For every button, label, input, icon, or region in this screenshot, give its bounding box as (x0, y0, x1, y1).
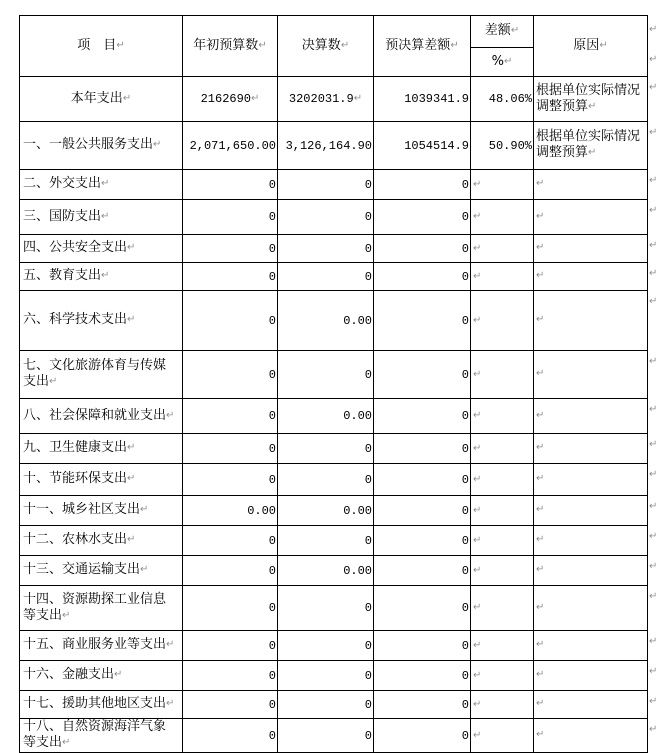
row-end-mark-slot (649, 630, 658, 660)
cell-item: 二、外交支出↵ (20, 170, 183, 200)
cell-initial-budget: 0 (183, 235, 278, 263)
paragraph-mark-icon: ↵ (116, 39, 125, 51)
table-row (20, 291, 648, 351)
row-end-mark-slot (649, 398, 658, 433)
cell-item: 十三、交通运输支出↵ (20, 556, 183, 586)
table-row (20, 496, 648, 526)
cell-difference-pct (471, 586, 534, 631)
cell-item: 十六、金融支出↵ (20, 661, 183, 691)
table-row (20, 719, 648, 753)
cell-final-accounts: 3202031.9↵ (278, 77, 374, 122)
paragraph-mark-icon: ↵ (122, 92, 132, 104)
budget-final-accounts-table (19, 15, 648, 753)
paragraph-mark-icon: ↵ (258, 39, 267, 51)
row-end-mark-slot (649, 555, 658, 585)
cell-initial-budget: 0 (183, 399, 278, 434)
cell-final-accounts: 0 (278, 631, 374, 661)
cell-initial-budget: 0 (183, 170, 278, 200)
paragraph-mark-icon: ↵ (503, 55, 513, 67)
paragraph-mark-icon: ↵ (140, 564, 149, 575)
cell-difference-pct (471, 170, 534, 200)
cell-reason (534, 263, 648, 291)
table-row (20, 556, 648, 586)
cell-initial-budget: 2,071,650.00 (183, 122, 278, 170)
cell-difference: 0 (374, 526, 471, 556)
paragraph-mark-icon: ↵ (473, 534, 482, 546)
paragraph-mark-icon: ↵ (153, 139, 162, 150)
cell-final-accounts: 0 (278, 691, 374, 719)
cell-difference: 0 (374, 351, 471, 399)
table-row (20, 691, 648, 719)
cell-final-accounts: 0.00 (278, 496, 374, 526)
cell-final-accounts: 0 (278, 661, 374, 691)
cell-initial-budget: 0 (183, 719, 278, 753)
cell-reason (534, 399, 648, 434)
row-end-mark-icon: ↵ (649, 296, 658, 307)
paragraph-mark-icon: ↵ (114, 669, 123, 680)
cell-final-accounts: 0 (278, 526, 374, 556)
paragraph-mark-icon: ↵ (101, 178, 110, 189)
row-end-mark-slot (649, 169, 658, 199)
header-initial-budget: 年初预算数↵ (183, 16, 278, 77)
row-end-mark-slot (649, 690, 658, 718)
table-row (20, 526, 648, 556)
row-end-mark-icon: ↵ (649, 127, 658, 138)
table-row (20, 122, 648, 170)
cell-final-accounts: 0.00 (278, 291, 374, 351)
row-end-mark-icon: ↵ (649, 636, 658, 647)
cell-initial-budget: 0 (183, 661, 278, 691)
cell-reason: 根据单位实际情况调整预算↵ (534, 77, 648, 122)
paragraph-mark-icon: ↵ (588, 100, 597, 112)
paragraph-mark-icon: ↵ (599, 39, 608, 51)
paragraph-mark-icon: ↵ (101, 210, 110, 222)
paragraph-mark-icon: ↵ (166, 698, 175, 709)
paragraph-mark-icon: ↵ (473, 270, 482, 282)
header-final-accounts: 决算数↵ (278, 16, 374, 77)
cell-difference: 0 (374, 691, 471, 719)
cell-difference: 1054514.9 (374, 122, 471, 170)
cell-item: 三、国防支出↵ (20, 200, 183, 235)
cell-item: 一、一般公共服务支出↵ (20, 122, 183, 170)
cell-difference-pct (471, 235, 534, 263)
paragraph-mark-icon: ↵ (49, 376, 58, 387)
row-end-mark-icon: ↵ (649, 591, 658, 602)
cell-initial-budget: 2162690↵ (183, 77, 278, 122)
cell-difference-pct (471, 200, 534, 235)
paragraph-mark-icon: ↵ (127, 534, 136, 545)
paragraph-mark-icon: ↵ (536, 698, 545, 709)
table-row (20, 200, 648, 235)
cell-final-accounts: 0 (278, 235, 374, 263)
row-end-mark-slot (649, 495, 658, 525)
cell-difference: 0 (374, 661, 471, 691)
table-row (20, 399, 648, 434)
cell-reason (534, 496, 648, 526)
paragraph-mark-icon: ↵ (473, 698, 482, 710)
paragraph-mark-icon: ↵ (473, 211, 482, 222)
cell-difference: 0 (374, 631, 471, 661)
header-budget-final-difference: 预决算差额↵ (374, 16, 471, 77)
paragraph-mark-icon: ↵ (536, 669, 545, 680)
cell-difference: 0 (374, 586, 471, 631)
paragraph-mark-icon: ↵ (536, 729, 545, 740)
cell-difference-pct (471, 291, 534, 351)
cell-difference: 0 (374, 170, 471, 200)
row-end-mark-slot (649, 718, 658, 750)
row-end-mark-icon: ↵ (649, 501, 658, 512)
cell-item: 十二、农林水支出↵ (20, 526, 183, 556)
cell-difference-pct: 50.90% (471, 122, 534, 170)
row-end-mark-icon: ↵ (649, 439, 658, 450)
cell-reason (534, 351, 648, 399)
cell-final-accounts: 0 (278, 170, 374, 200)
cell-item: 六、科学技术支出↵ (20, 291, 183, 351)
table-row (20, 77, 648, 122)
cell-item: 五、教育支出↵ (20, 263, 183, 291)
row-end-mark-icon: ↵ (649, 561, 658, 572)
cell-initial-budget: 0 (183, 464, 278, 496)
cell-difference-pct: 48.06% (471, 77, 534, 122)
paragraph-mark-icon: ↵ (127, 442, 136, 453)
table-row (20, 631, 648, 661)
row-end-mark-icon: ↵ (649, 696, 658, 707)
paragraph-mark-icon: ↵ (536, 242, 545, 253)
paragraph-mark-icon: ↵ (127, 473, 136, 484)
row-end-marks-column (649, 15, 658, 750)
header-difference: 差额↵ (471, 16, 534, 48)
row-end-mark-slot (649, 234, 658, 262)
cell-difference: 0 (374, 434, 471, 464)
cell-initial-budget: 0 (183, 691, 278, 719)
cell-difference: 0 (374, 556, 471, 586)
cell-reason (534, 200, 648, 235)
cell-reason (534, 631, 648, 661)
cell-final-accounts: 0 (278, 200, 374, 235)
paragraph-mark-icon: ↵ (127, 242, 136, 253)
cell-difference-pct (471, 399, 534, 434)
row-end-mark-slot (649, 199, 658, 234)
cell-difference: 0 (374, 235, 471, 263)
header-item: 项 目↵ (20, 16, 183, 77)
cell-difference-pct (471, 556, 534, 586)
cell-final-accounts: 0 (278, 351, 374, 399)
row-end-mark-icon: ↵ (649, 724, 658, 735)
paragraph-mark-icon: ↵ (473, 178, 482, 190)
row-end-mark-slot (649, 585, 658, 630)
paragraph-mark-icon: ↵ (536, 210, 545, 222)
cell-item: 四、公共安全支出↵ (20, 235, 183, 263)
cell-reason (534, 586, 648, 631)
cell-difference-pct (471, 464, 534, 496)
row-end-mark-icon: ↵ (649, 666, 658, 677)
paragraph-mark-icon: ↵ (166, 639, 175, 650)
table-row (20, 661, 648, 691)
paragraph-mark-icon: ↵ (62, 609, 71, 621)
cell-difference: 0 (374, 291, 471, 351)
cell-difference: 0 (374, 464, 471, 496)
paragraph-mark-icon: ↵ (536, 178, 545, 189)
cell-difference: 0 (374, 719, 471, 753)
table-row (20, 586, 648, 631)
paragraph-mark-icon: ↵ (510, 25, 520, 36)
row-end-mark-icon: ↵ (649, 24, 658, 35)
cell-initial-budget: 0 (183, 631, 278, 661)
cell-item: 八、社会保障和就业支出↵ (20, 399, 183, 434)
paragraph-mark-icon: ↵ (473, 410, 482, 421)
cell-final-accounts: 0.00 (278, 556, 374, 586)
cell-item: 本年支出↵ (20, 77, 183, 122)
row-end-mark-slot (649, 290, 658, 350)
row-end-mark-slot (649, 660, 658, 690)
cell-difference-pct (471, 263, 534, 291)
cell-difference-pct (471, 434, 534, 464)
row-end-mark-icon: ↵ (649, 404, 658, 415)
row-end-mark-icon: ↵ (649, 175, 658, 186)
cell-item: 九、卫生健康支出↵ (20, 434, 183, 464)
paragraph-mark-icon: ↵ (473, 473, 482, 485)
row-end-mark-slot (649, 76, 658, 121)
row-end-mark-slot (649, 262, 658, 290)
cell-final-accounts: 0 (278, 434, 374, 464)
paragraph-mark-icon: ↵ (536, 564, 545, 575)
cell-final-accounts: 0 (278, 464, 374, 496)
row-end-mark-slot (649, 15, 658, 76)
row-end-mark-icon: ↵ (649, 469, 658, 480)
paragraph-mark-icon: ↵ (166, 409, 175, 421)
cell-reason (534, 170, 648, 200)
table-row (20, 263, 648, 291)
cell-item: 十七、援助其他地区支出↵ (20, 691, 183, 719)
cell-difference: 1039341.9 (374, 77, 471, 122)
cell-final-accounts: 3,126,164.90 (278, 122, 374, 170)
header-row-top (20, 16, 648, 48)
cell-initial-budget: 0 (183, 586, 278, 631)
row-end-mark-slot (649, 433, 658, 463)
row-end-mark-slot (649, 121, 658, 169)
cell-reason (534, 235, 648, 263)
paragraph-mark-icon: ↵ (140, 504, 149, 515)
cell-reason (534, 291, 648, 351)
row-end-mark-icon: ↵ (649, 531, 658, 542)
cell-difference-pct (471, 631, 534, 661)
paragraph-mark-icon: ↵ (101, 270, 110, 281)
cell-final-accounts: 0 (278, 719, 374, 753)
cell-initial-budget: 0 (183, 351, 278, 399)
paragraph-mark-icon: ↵ (536, 442, 545, 453)
paragraph-mark-icon: ↵ (536, 534, 545, 545)
cell-initial-budget: 0 (183, 291, 278, 351)
paragraph-mark-icon: ↵ (536, 601, 545, 613)
cell-difference: 0 (374, 263, 471, 291)
paragraph-mark-icon: ↵ (353, 93, 363, 104)
paragraph-mark-icon: ↵ (536, 409, 545, 421)
table-row (20, 235, 648, 263)
paragraph-mark-icon: ↵ (536, 473, 545, 484)
cell-item: 十五、商业服务业等支出↵ (20, 631, 183, 661)
cell-initial-budget: 0 (183, 434, 278, 464)
paragraph-mark-icon: ↵ (473, 368, 482, 380)
cell-difference-pct (471, 691, 534, 719)
cell-difference: 0 (374, 200, 471, 235)
paragraph-mark-icon: ↵ (340, 39, 350, 51)
paragraph-mark-icon: ↵ (127, 314, 136, 325)
paragraph-mark-icon: ↵ (588, 147, 597, 158)
cell-initial-budget: 0 (183, 556, 278, 586)
cell-reason (534, 434, 648, 464)
cell-difference-pct (471, 526, 534, 556)
paragraph-mark-icon: ↵ (473, 504, 482, 516)
paragraph-mark-icon: ↵ (251, 93, 260, 104)
cell-item: 七、文化旅游体育与传媒支出↵ (20, 351, 183, 399)
row-end-mark-icon: ↵ (649, 82, 658, 93)
cell-final-accounts: 0 (278, 263, 374, 291)
paragraph-mark-icon: ↵ (536, 504, 545, 515)
cell-reason (534, 661, 648, 691)
row-end-mark-icon: ↵ (649, 268, 658, 279)
cell-difference-pct (471, 351, 534, 399)
row-end-mark-icon: ↵ (649, 356, 658, 367)
cell-difference-pct (471, 661, 534, 691)
cell-reason: 根据单位实际情况调整预算↵ (534, 122, 648, 170)
row-end-mark-slot (649, 350, 658, 398)
row-end-mark-slot (649, 463, 658, 495)
cell-final-accounts: 0.00 (278, 399, 374, 434)
header-difference-unit: %↵ (471, 48, 534, 77)
table-row (20, 464, 648, 496)
cell-initial-budget: 0 (183, 526, 278, 556)
cell-reason (534, 691, 648, 719)
paragraph-mark-icon: ↵ (536, 314, 545, 325)
cell-item: 十四、资源勘探工业信息等支出↵ (20, 586, 183, 631)
cell-item: 十八、自然资源海洋气象等支出↵ (20, 719, 183, 753)
table-row (20, 170, 648, 200)
header-reason: 原因↵ (534, 16, 648, 77)
paragraph-mark-icon: ↵ (473, 564, 482, 576)
row-end-mark-icon: ↵ (649, 240, 658, 251)
cell-item: 十一、城乡社区支出↵ (20, 496, 183, 526)
cell-reason (534, 556, 648, 586)
paragraph-mark-icon: ↵ (473, 669, 482, 681)
cell-final-accounts: 0 (278, 586, 374, 631)
cell-initial-budget: 0 (183, 263, 278, 291)
cell-initial-budget: 0 (183, 200, 278, 235)
table-row (20, 434, 648, 464)
paragraph-mark-icon: ↵ (473, 639, 482, 651)
paragraph-mark-icon: ↵ (473, 442, 482, 454)
cell-difference: 0 (374, 496, 471, 526)
paragraph-mark-icon: ↵ (450, 39, 459, 51)
cell-reason (534, 526, 648, 556)
row-end-mark-icon: ↵ (649, 205, 658, 216)
table-row (20, 351, 648, 399)
row-end-mark-slot (649, 525, 658, 555)
paragraph-mark-icon: ↵ (473, 314, 482, 326)
cell-difference: 0 (374, 399, 471, 434)
row-end-mark-icon: ↵ (649, 54, 658, 65)
cell-item: 十、节能环保支出↵ (20, 464, 183, 496)
cell-difference-pct (471, 496, 534, 526)
paragraph-mark-icon: ↵ (473, 729, 482, 741)
cell-difference-pct (471, 719, 534, 753)
paragraph-mark-icon: ↵ (536, 639, 545, 650)
paragraph-mark-icon: ↵ (473, 602, 482, 613)
paragraph-mark-icon: ↵ (536, 270, 545, 281)
paragraph-mark-icon: ↵ (473, 242, 482, 254)
paragraph-mark-icon: ↵ (536, 368, 545, 379)
paragraph-mark-icon: ↵ (62, 737, 71, 748)
cell-reason (534, 464, 648, 496)
cell-initial-budget: 0.00 (183, 496, 278, 526)
cell-reason (534, 719, 648, 753)
